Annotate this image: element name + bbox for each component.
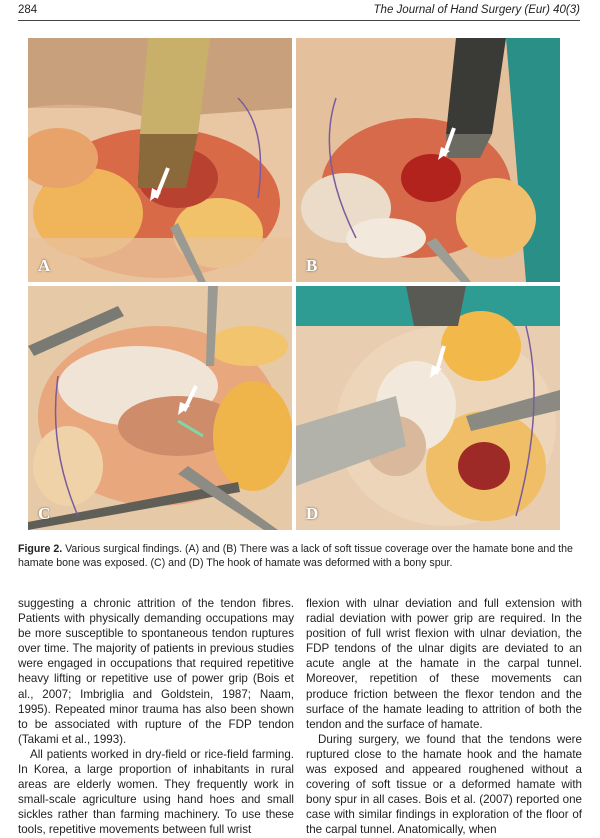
paragraph: All patients worked in dry-field or rice-field farming. In Korea, a large proportion of inhabitants in rural areas are elderly women. They frequently work in small-scale agriculture using hand hoes and small sickles rather than farming machinery. To use these tools, repetitive movements between full wrist bbox=[18, 747, 294, 837]
panel-label: D bbox=[306, 504, 319, 523]
body-column-right bbox=[306, 596, 582, 838]
figure-panel-c bbox=[28, 286, 292, 530]
figure-panel-a bbox=[28, 38, 292, 282]
paragraph: suggesting a chronic attrition of the tendon fibres. Patients with physically demanding occupations may be more susceptible to spontaneous tendon ruptures over time. The majority of patients in previous studies were engaged in occupations that required repetitive heavy lifting or repetitive use of power grip (Bois et al., 2007; Imbriglia and Goldstein, 1987; Naam, 1995). Repeated minor trauma has also been shown to be associated with rupture of the FDP tendon (Takami et al., 1993). bbox=[18, 597, 294, 746]
running-header bbox=[18, 4, 580, 20]
caption-text: Various surgical findings. (A) and (B) There was a lack of soft tissue coverage over the hamate bone and the hamate bone was exposed. (C) and (D) The hook of hamate was deformed with a bony spur. bbox=[18, 543, 573, 569]
figure-panel-d bbox=[296, 286, 560, 530]
page-number: 284 bbox=[18, 4, 38, 16]
figure-2 bbox=[28, 38, 560, 530]
caption-label: Figure 2. bbox=[18, 543, 63, 555]
panel-label: B bbox=[306, 256, 318, 275]
header-rule bbox=[18, 20, 580, 21]
paragraph: During surgery, we found that the tendons were ruptured close to the hamate hook and the hamate was exposed and appeared roughened without a covering of soft tissue or a deformed hamate with bony spur in all cases. Bois et al. (2007) reported one case with similar findings in exploration of the floor of the carpal tunnel. Anatomically, when bbox=[306, 732, 582, 837]
body-column-left bbox=[18, 596, 294, 838]
panel-label: A bbox=[38, 256, 51, 275]
figure-caption bbox=[18, 542, 580, 570]
surgical-photo-b bbox=[296, 38, 560, 282]
paragraph: flexion with ulnar deviation and full extension with radial deviation with power grip are required. In the position of full wrist flexion with ulnar deviation, the FDP tendons of the ulnar digits are deviated to an acute angle at the hamate in the carpal tunnel. Moreover, repetition of these movements can produce friction between the flexor tendon and the surface of the hamate leading to attrition of both the tendon and the surface of hamate. bbox=[306, 597, 582, 731]
surgical-photo-d bbox=[296, 286, 560, 530]
surgical-photo-a bbox=[28, 38, 292, 282]
panel-label: C bbox=[38, 504, 51, 523]
journal-title: The Journal of Hand Surgery (Eur) 40(3) bbox=[373, 4, 580, 16]
surgical-photo-c bbox=[28, 286, 292, 530]
figure-panel-b bbox=[296, 38, 560, 282]
